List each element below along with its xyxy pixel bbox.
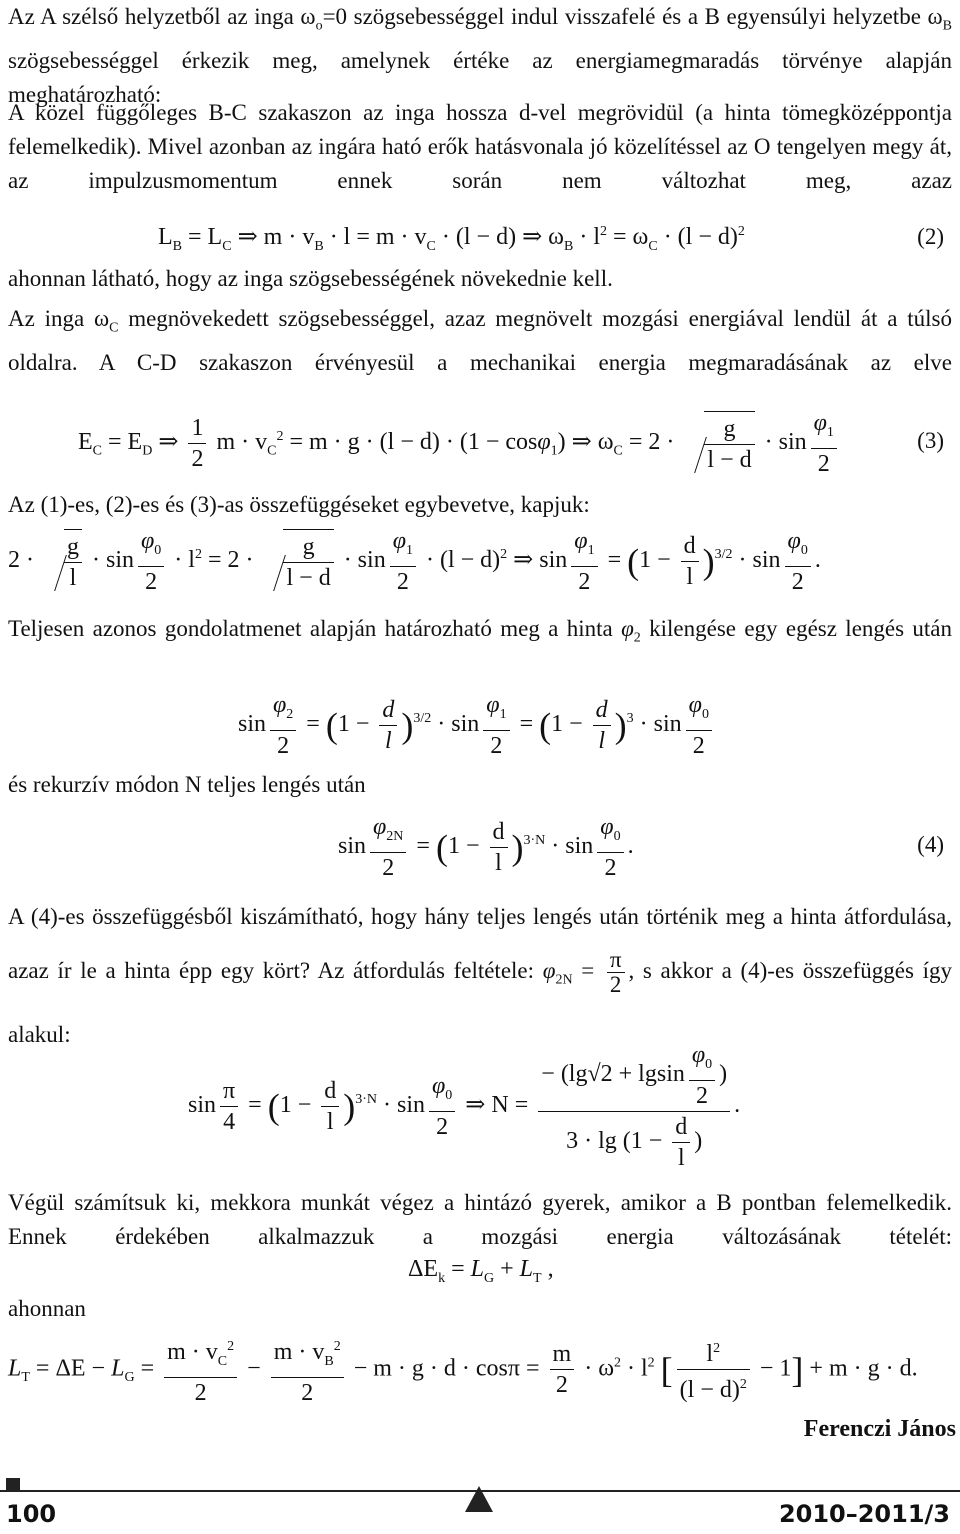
paragraph-1: Az A szélső helyzetből az inga $\omega_o=0$ szögsebességgel indul visszafelé és a B egyensúlyi helyzetbe $\omega_B$ szögsebességgel érkezik meg, amelynek értéke az energiamegmaradás törvénye alapján meghatározható: [8, 4, 952, 107]
equation-energy: $\Delta E_k = L_G + L_T$ , [408, 1256, 554, 1286]
paragraph-2: A közel függőleges B-C szakaszon az inga hossza d-vel megrövidül (a hinta tömegközéppontja felemelkedik). Mivel azonban az ingára ható erők hatásvonala jó közelítéssel az O tengelyen megy át, az impulzusmomentum ennek során nem változhat meg, azaz [8, 100, 952, 193]
equation-number-3: (3) [917, 428, 944, 453]
equation-number-4: (4) [917, 832, 944, 857]
equation-work: $L_T = \Delta E - L_G$ = $\frac{m \cdot v_C^2}{2}$ − $\frac{m \cdot v_B^2}{2}$ − m · g · d · cosπ = $\frac{m}{2}$ · $\omega^2 \cdot l^2$ [ $\frac{l^2}{(l - d)^2}$ − 1] + m · g · d. [8, 1332, 918, 1408]
paragraph-5: Az (1)-es, (2)-es és (3)-as összefüggéseket egybevetve, kapjuk: [8, 492, 590, 517]
equation-3: $E_C = E_D$ ⇒ $\frac{1}{2}$ $m \cdot v_C^2 = m \cdot g \cdot (l - d) \cdot (1 - \cos\varphi_1)$ ⇒ $\omega_C = 2$ · $\frac{g}{l - d}$ · sin $\frac{\varphi_1}{2}$ [78, 408, 841, 479]
equation-number-2: (2) [917, 224, 944, 249]
footer-triangle-marker [465, 1486, 493, 1512]
paragraph-7: és rekurzív módon N teljes lengés után [8, 772, 366, 797]
equation-phi2: sin $\frac{\varphi_2}{2}$ = (1 − $\frac{d}{l}$ )$^{3/2}$ · sin $\frac{\varphi_1}{2}$ = (1 − $\frac{d}{l}$ )$^3$ · sin $\frac{\varphi_0}{2}$ [238, 690, 716, 761]
paragraph-4: Az inga $\omega_C$ megnövekedett szögsebességgel, azaz megnövelt mozgási energiával lendül át a túlsó oldalra. A C-D szakaszon érvényesül a mechanikai energia megmaradásának az elve [8, 306, 952, 375]
paragraph-8: A (4)-es összefüggésből kiszámítható, hogy hány teljes lengés után történik meg a hinta átfordulása, azaz ír le a hinta épp egy kört? Az átfordulás feltétele: $\varphi_{2N}$ = $\frac{\pi}{2}$ , s akkor a (4)-es összefüggés így alakul: [8, 904, 952, 1047]
equation-combined: 2 · $\frac{g}{l}$ · sin $\frac{\varphi_0}{2}$ · $l^2 = 2$ · $\frac{g}{l - d}$ · sin $\frac{\varphi_1}{2}$ · $(l - d)^2$ ⇒ sin $\frac{\varphi_1}{2}$ = (1 − $\frac{d}{l}$ )$^{3/2}$ · sin $\frac{\varphi_0}{2}$ . [8, 528, 821, 595]
paragraph-6: Teljesen azonos gondolatmenet alapján határozható meg a hinta $\varphi_2$ kilengése egy egész lengés után [8, 616, 952, 646]
paragraph-10: ahonnan [8, 1296, 86, 1321]
equation-4: sin $\frac{\varphi_{2N}}{2}$ = (1 − $\frac{d}{l}$ )$^{3\cdot N}$ · sin $\frac{\varphi_0}{2}$ . [338, 814, 634, 881]
issue-number: 2010–2011/3 [778, 1500, 950, 1528]
equation-N: sin $\frac{\pi}{4}$ = (1 − $\frac{d}{l}$ )$^{3\cdot N}$ · sin $\frac{\varphi_0}{2}$ ⇒ N = − (lg√2 + lgsin $\frac{\varphi_0}{2}$ ) 3 · lg (1 − $\frac{d}{l}$ ) . [188, 1042, 741, 1171]
paragraph-3: ahonnan látható, hogy az inga szögsebességének növekednie kell. [8, 266, 613, 291]
author-signature: Ferenczi János [803, 1416, 956, 1442]
page-number: 100 [6, 1500, 57, 1528]
equation-2: $L_B = L_C$ ⇒ $m \cdot v_B \cdot l = m \cdot v_C \cdot (l - d)$ ⇒ $\omega_B \cdot l^2 = \omega_C \cdot (l - d)^2$ [158, 224, 745, 254]
paragraph-9: Végül számítsuk ki, mekkora munkát végez a hintázó gyerek, amikor a B pontban felemelkedik. Ennek érdekében alkalmazzuk a mozgási energia változásának tételét: [8, 1190, 952, 1249]
